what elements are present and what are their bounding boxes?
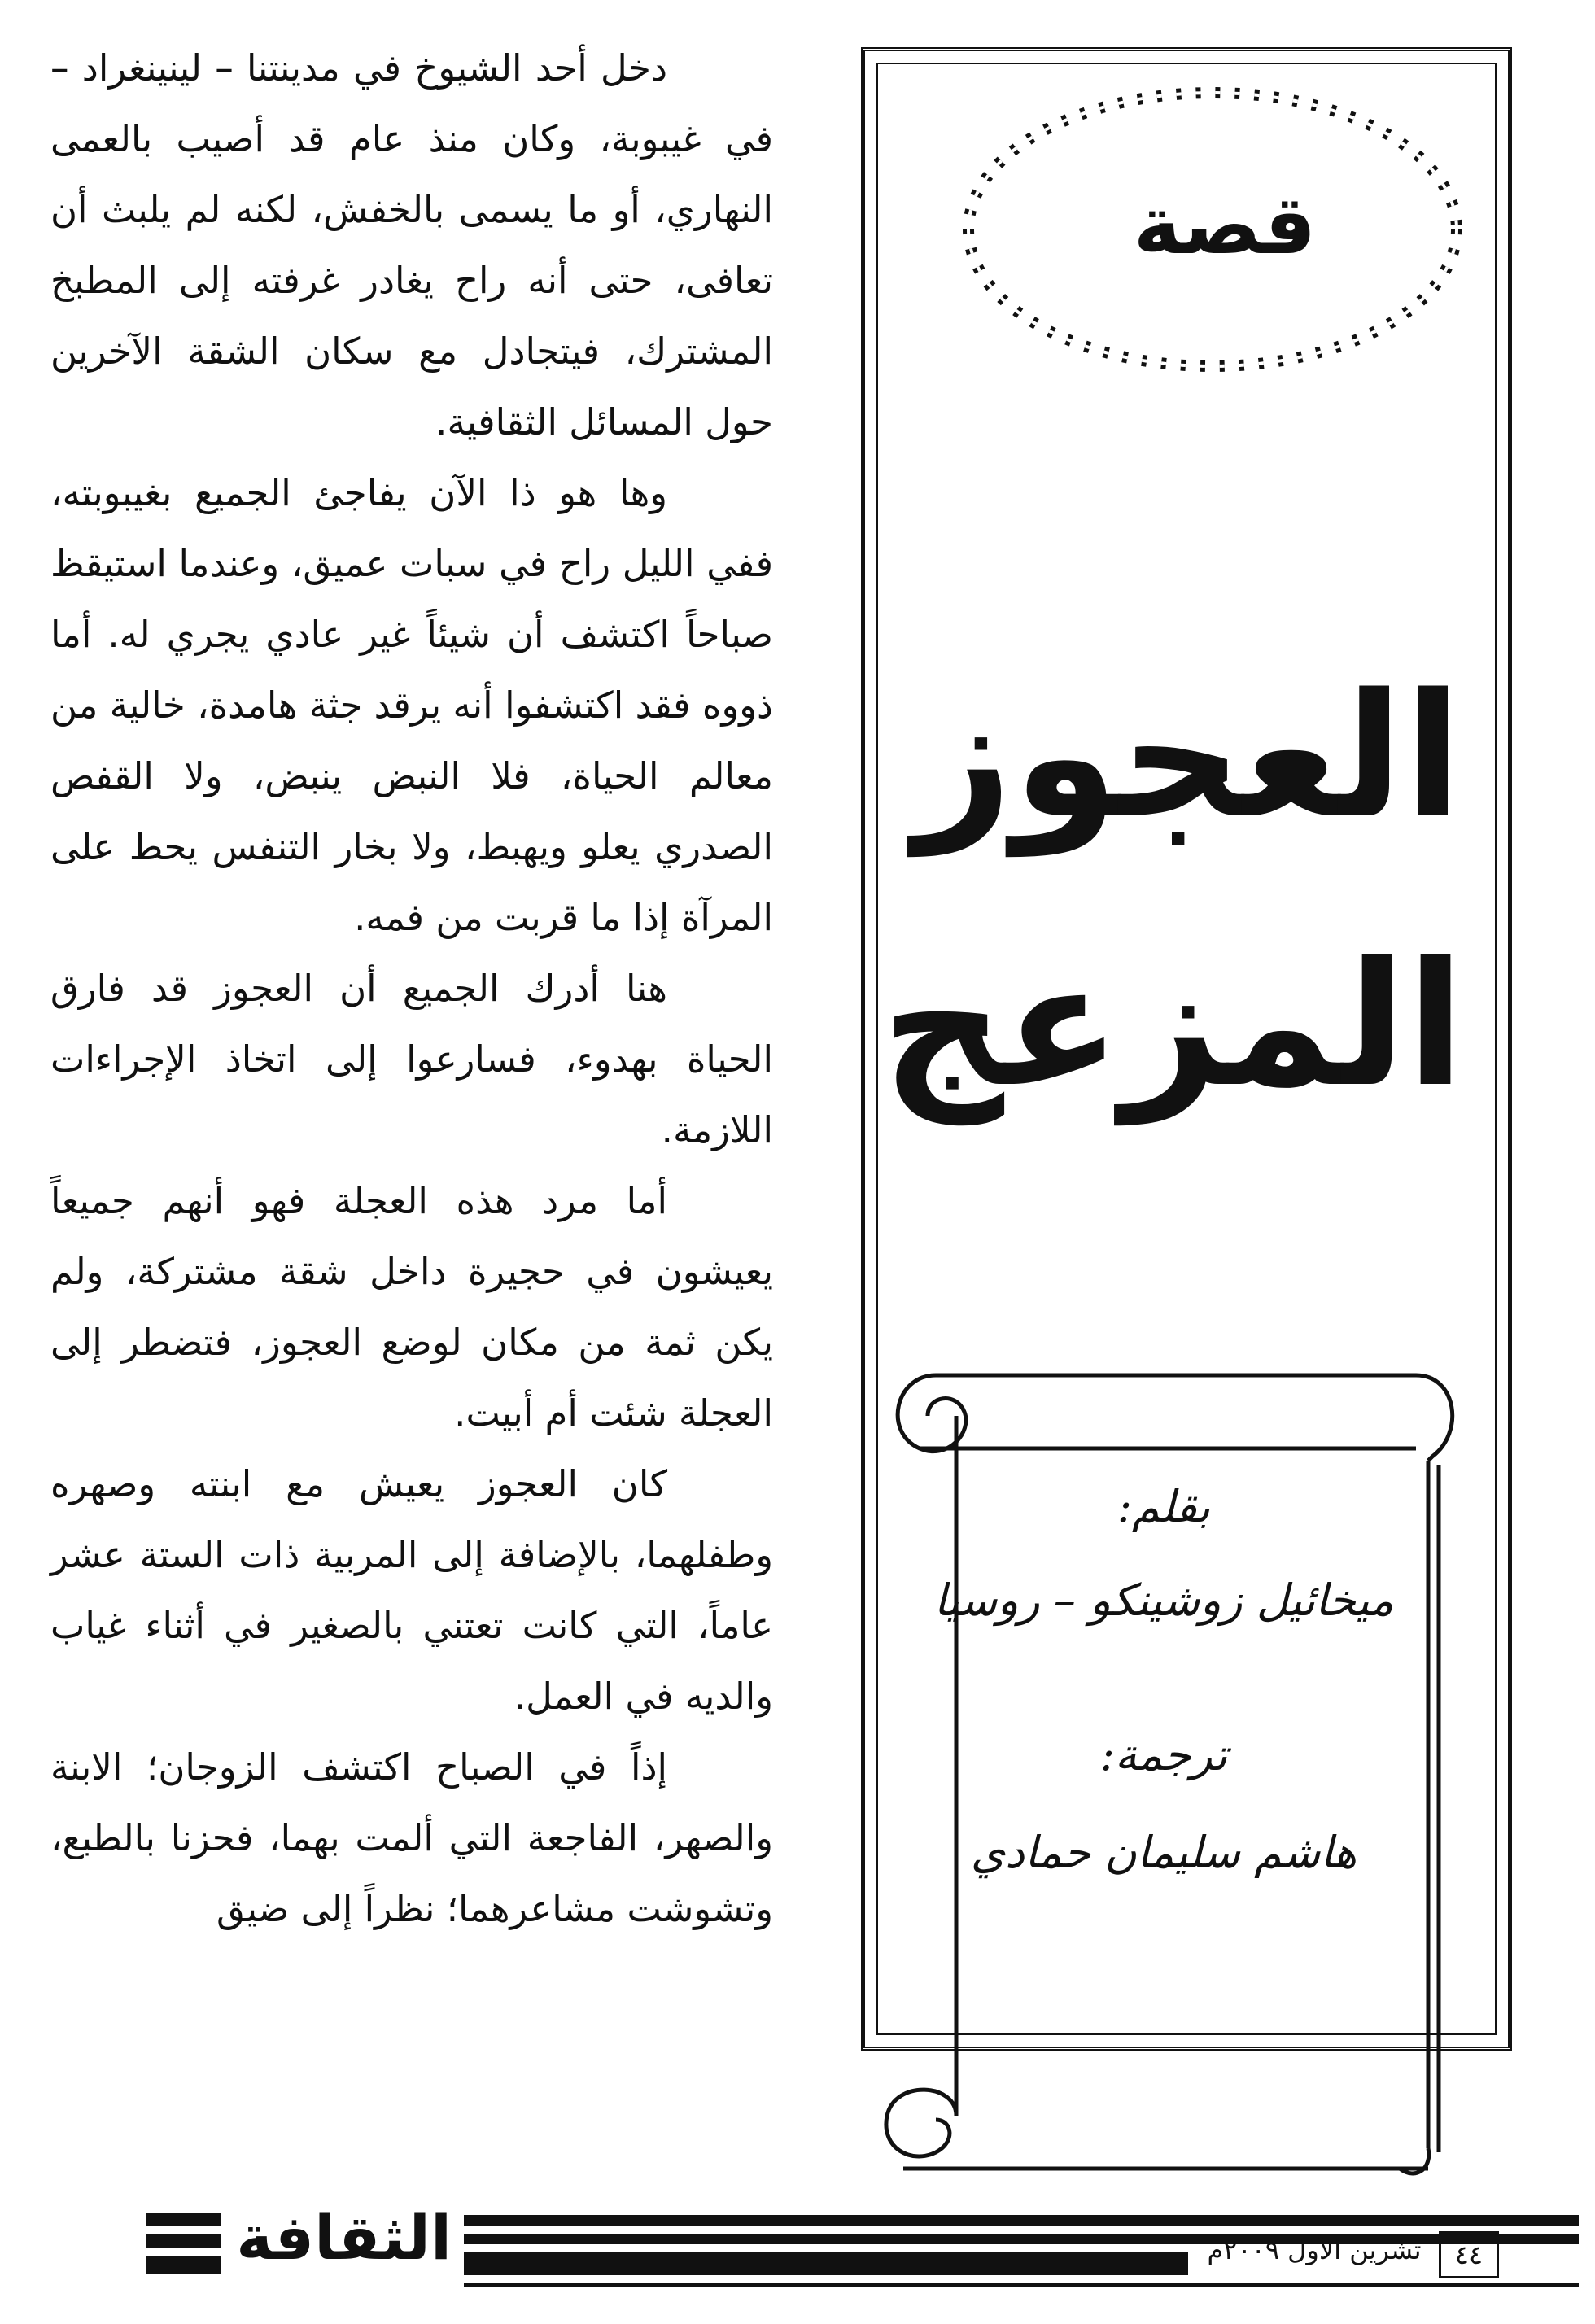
paragraph: إذاً في الصباح اكتشف الزوجان؛ الابنة والصهر، الفاجعة التي ألمت بهما، فحزنا بالطبع، وتشوشت مشاعرهما؛ نظراً إلى ضيق [50,1745,773,1930]
footer-right-bar-low [464,2252,1188,2275]
paragraph: كان العجوز يعيش مع ابنته وصهره وطفلهما، بالإضافة إلى المربية ذات الستة عشر عاماً، التي كانت تعتني بالصغير في أثناء غياب والديه في العمل. [50,1462,773,1718]
magazine-logo: الثقافة [236,2201,452,2274]
footer-left-bar-1 [146,2213,221,2226]
page-number: ٤٤ [1439,2231,1499,2278]
translator-name: هاشم سليمان حمادي [970,1827,1357,1878]
paragraph: وها هو ذا الآن يفاجئ الجميع بغيبوبته، ففي الليل راح في سبات عميق، وعندما استيقظ صباحاً اكتشف أن شيئاً غير عادي يجري له. أما ذووه فقد اكتشفوا أنه يرقد جثة هامدة، خالية من معالم الحياة، فلا النبض ينبض، ولا القفص الصدري يعلو ويهبط، ولا بخار التنفس يحط على المرآة إذا ما قربت من فمه. [50,471,773,939]
paragraph: أما مرد هذه العجلة فهو أنهم جميعاً يعيشون في حجيرة داخل شقة مشتركة، ولم يكن ثمة من مكان لوضع العجوز، فتضطر إلى العجلة شئت أم أبيت. [50,1179,773,1435]
issue-date: تشرين الأول ٢٠٠٩م [1207,2234,1422,2265]
author-name: ميخائيل زوشينكو – روسيا [933,1575,1394,1626]
paragraph: هنا أدرك الجميع أن العجوز قد فارق الحياة بهدوء، فسارعوا إلى اتخاذ الإجراءات اللازمة. [50,967,773,1151]
footer-left-bar-2 [146,2234,221,2248]
footer-left-bar-3 [146,2256,221,2274]
author-label: بقلم: [1116,1481,1211,1532]
genre-label: قصة [1133,177,1317,273]
story-title-line-1: العجوز [914,657,1462,856]
footer-right-bar-top [464,2215,1579,2226]
translation-label: ترجمة: [1099,1729,1228,1780]
story-title-line-2: المزعج [881,925,1465,1125]
paragraph: دخل أحد الشيوخ في مدينتنا – لينينغراد – في غيبوبة، وكان منذ عام قد أصيب بالعمى النهاري، أو ما يسمى بالخفش، لكنه لم يلبث أن تعافى، حتى أنه راح يغادر غرفته إلى المطبخ المشترك، فيتجادل مع سكان الشقة الآخرين حول المسائل الثقافية. [50,46,773,443]
footer-bottom-rule [464,2283,1579,2287]
